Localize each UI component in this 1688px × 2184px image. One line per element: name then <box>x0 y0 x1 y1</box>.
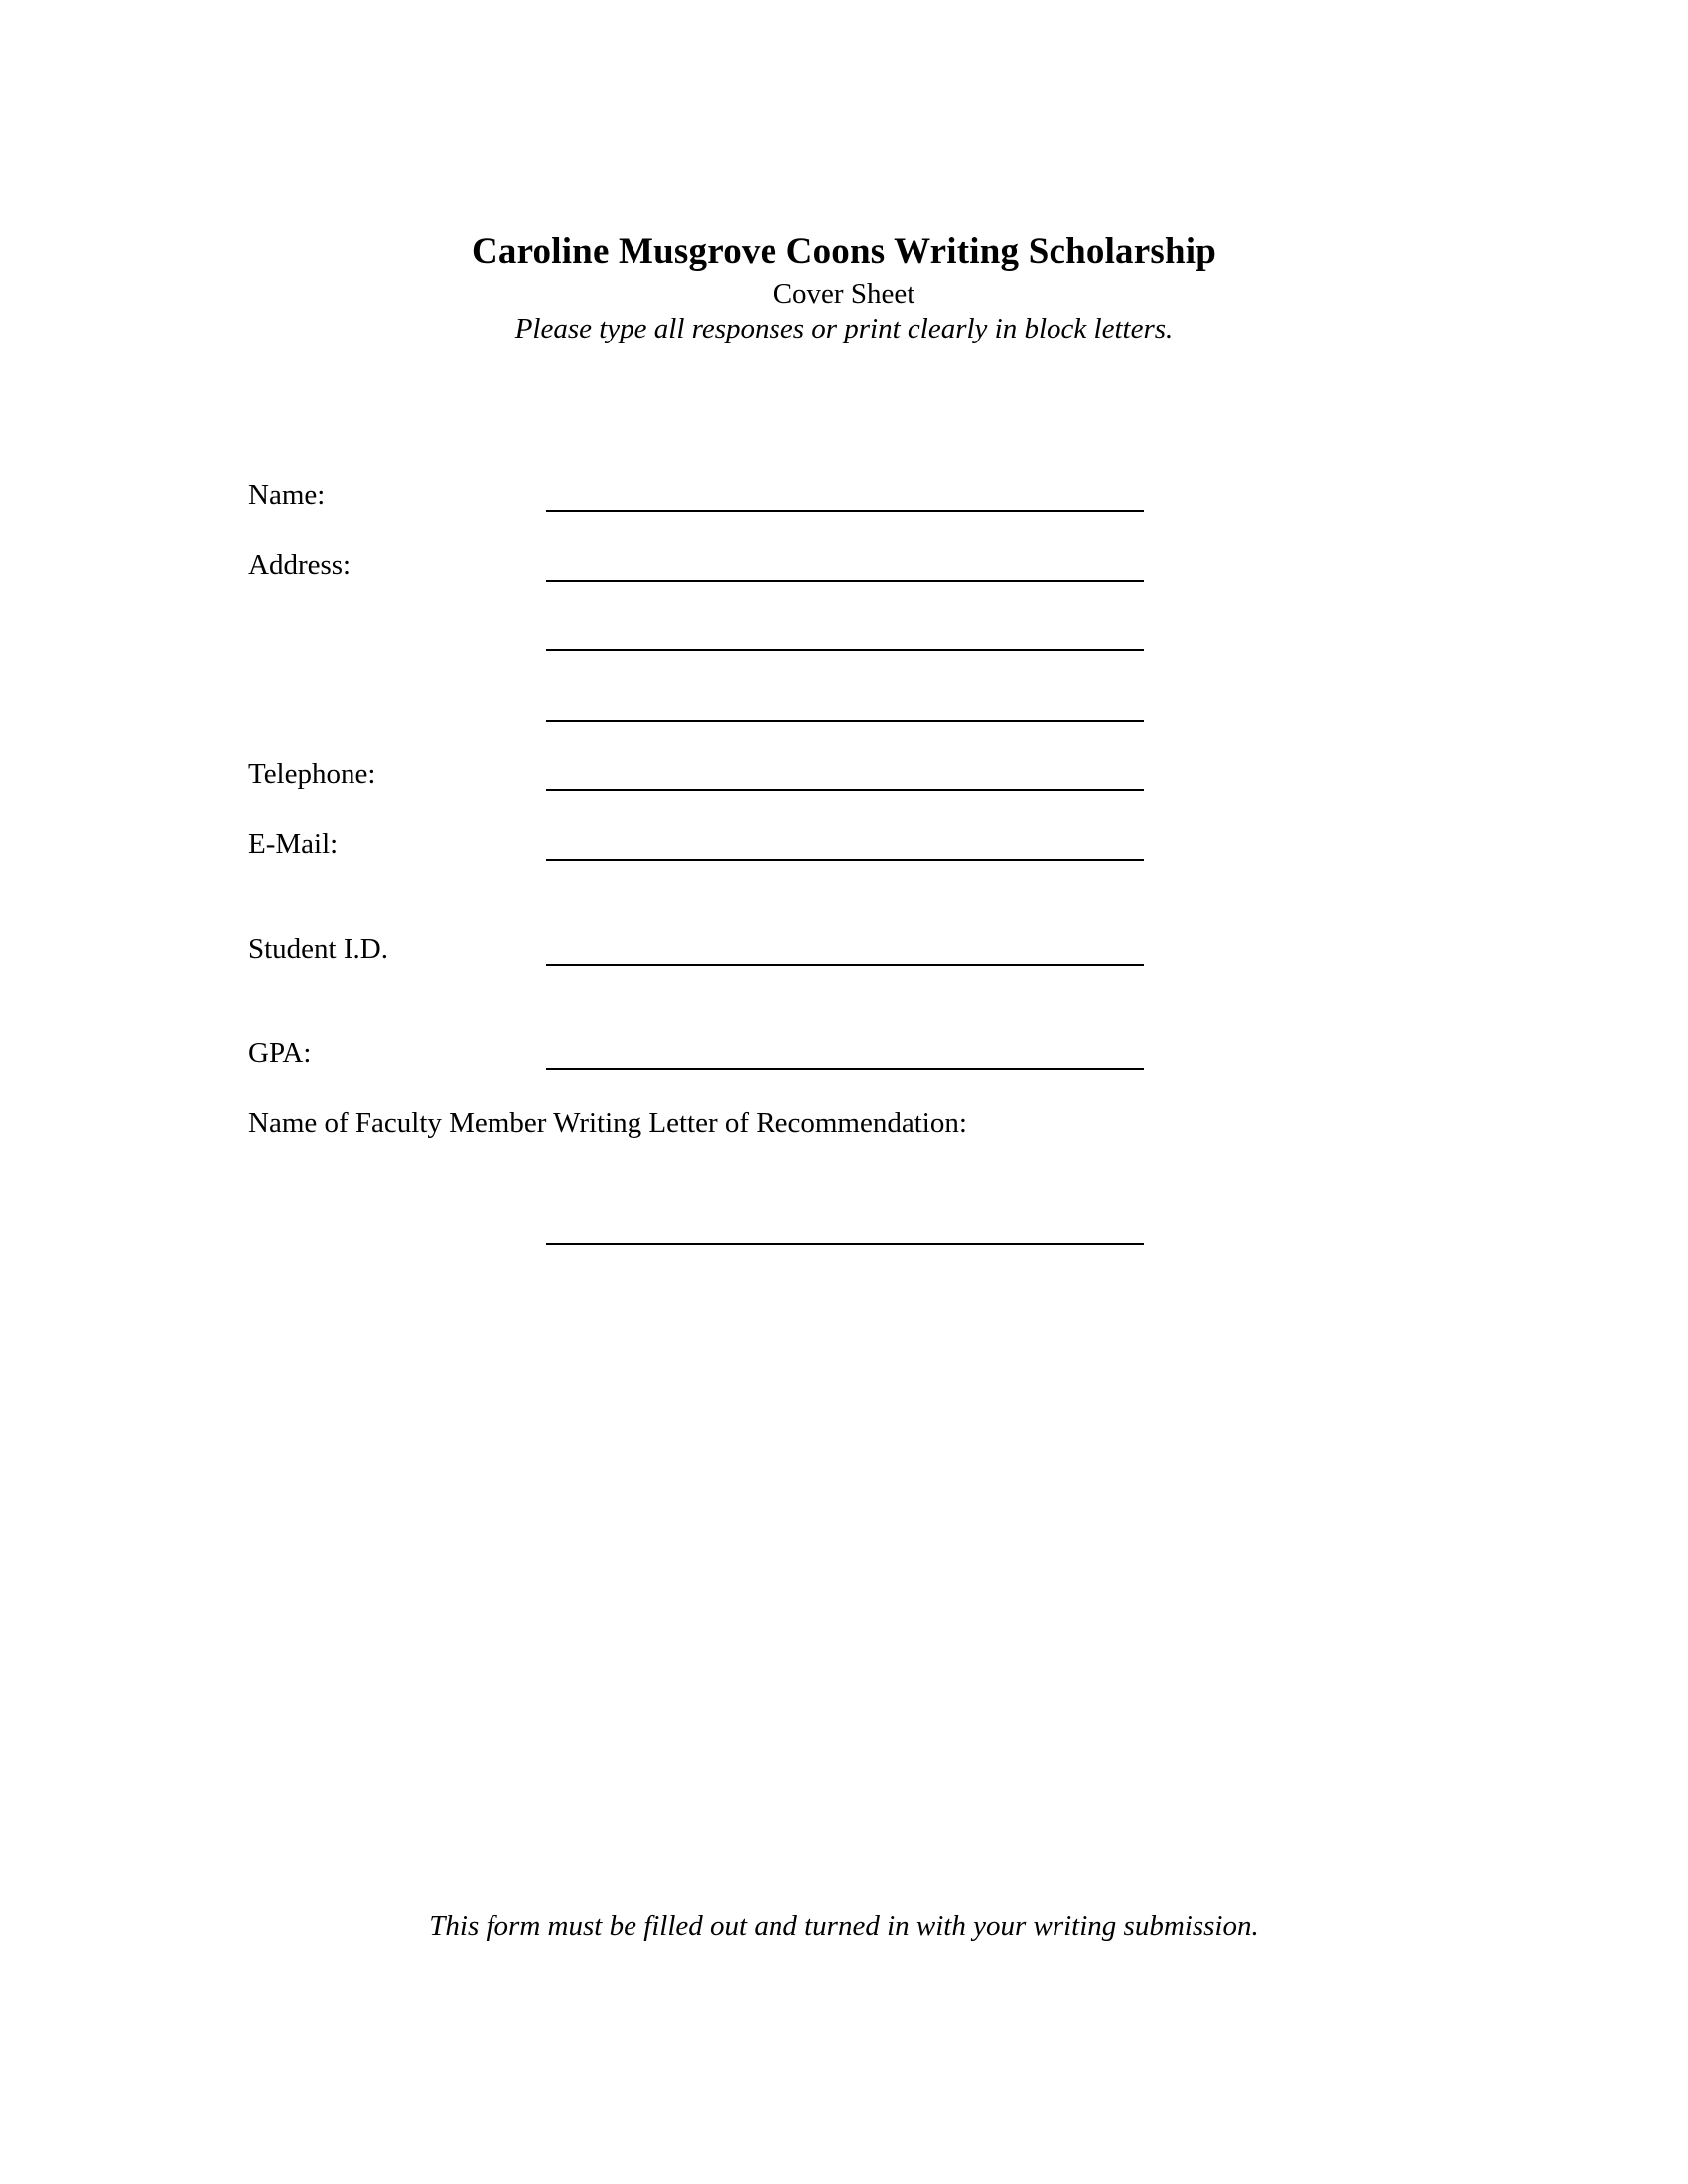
student-id-field-line[interactable] <box>546 964 1144 966</box>
address-field-line-2[interactable] <box>546 649 1144 651</box>
address-label: Address: <box>248 549 352 581</box>
page-title: Caroline Musgrove Coons Writing Scholarship <box>471 231 1217 272</box>
address-field-line-3[interactable] <box>546 720 1144 722</box>
email-label: E-Mail: <box>248 828 339 860</box>
student-id-label: Student I.D. <box>248 933 388 965</box>
faculty-member-label: Name of Faculty Member Writing Letter of Recommendation: <box>248 1107 967 1139</box>
name-label: Name: <box>248 479 326 511</box>
telephone-label: Telephone: <box>248 758 376 790</box>
instruction-text: Please type all responses or print clearly in block letters. <box>514 313 1174 344</box>
page-subtitle: Cover Sheet <box>773 278 915 310</box>
faculty-member-field-line[interactable] <box>546 1243 1144 1245</box>
email-field-line[interactable] <box>546 859 1144 861</box>
footer-note: This form must be filled out and turned in with your writing submission. <box>429 1910 1259 1942</box>
name-field-line[interactable] <box>546 510 1144 512</box>
gpa-field-line[interactable] <box>546 1068 1144 1070</box>
gpa-label: GPA: <box>248 1037 312 1069</box>
telephone-field-line[interactable] <box>546 789 1144 791</box>
address-field-line-1[interactable] <box>546 580 1144 582</box>
